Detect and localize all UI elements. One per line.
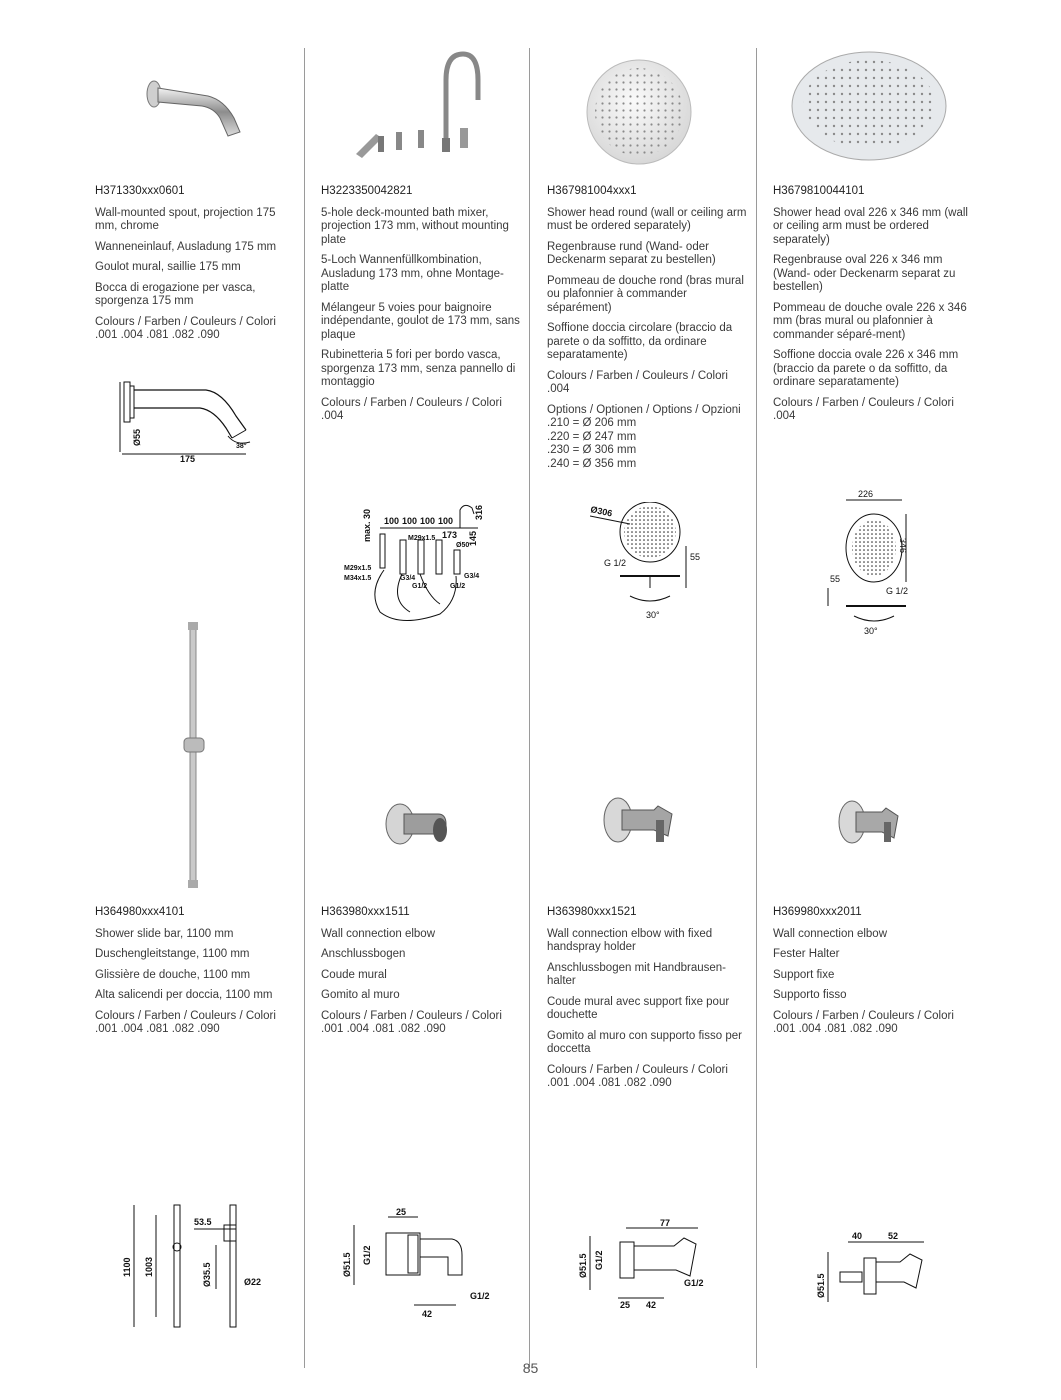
dim-thread-g12: G1/2: [470, 1291, 490, 1301]
dim-width-25: 25: [396, 1207, 407, 1217]
round-shower-head-photo: [585, 58, 693, 166]
spout-technical-drawing: [118, 372, 273, 464]
product-text-line: Colours / Farben / Couleurs / Colori .001 .004 .081 .082 .090: [321, 1009, 502, 1035]
product-code: H371330xxx0601: [95, 185, 185, 197]
product-description: [95, 906, 295, 1044]
product-text-line: Wall connection elbow: [321, 927, 435, 940]
dim-diameter-35-5: Ø35.5: [202, 1262, 212, 1287]
product-text-line: Gomito al muro: [321, 989, 400, 1001]
dim-diameter-51-5: Ø51.5: [342, 1252, 352, 1277]
fixed-holder-technical-drawing: [812, 1222, 942, 1322]
product-description: [321, 906, 521, 1044]
product-text-line: Soffione doccia circolare (braccio da parete o da soffitto, da ordinare separatamente): [547, 322, 733, 361]
dim-m34: M34x1.5: [344, 575, 372, 582]
elbow-holder-technical-drawing: [574, 1212, 724, 1332]
dim-spacing-100: 100: [384, 516, 400, 526]
product-text-line: Anschlussbogen: [321, 948, 406, 960]
product-text-line: Rubinetteria 5 fori per bordo vasca, sporgenza 173 mm, senza pannello di montaggio: [321, 349, 516, 388]
dim-width-40: 40: [852, 1231, 863, 1241]
product-text-line: Gomito al muro con supporto fisso per doccetta: [547, 1029, 742, 1055]
product-text-line: Colours / Farben / Couleurs / Colori .001 .004 .081 .082 .090: [95, 1009, 276, 1035]
product-description: [547, 906, 747, 1098]
dim-angle-38: 38°: [236, 443, 247, 450]
dim-diameter-51-5: Ø51.5: [578, 1253, 588, 1278]
product-text-line: 5-Loch Wannenfüllkombination, Ausladung 173 mm, ohne Montage-platte: [321, 254, 504, 293]
dim-diameter-55: Ø55: [132, 428, 142, 446]
product-text-line: Supporto fisso: [773, 989, 847, 1001]
dim-height-316: 316: [474, 504, 484, 520]
round-head-technical-drawing: [590, 502, 715, 622]
product-text-line: Wall-mounted spout, projection 175 mm, chrome: [95, 206, 276, 232]
dim-max-30: max. 30: [362, 508, 372, 542]
product-text-line: Wall connection elbow: [773, 927, 887, 940]
product-code: H3679810044101: [773, 185, 865, 197]
dim-spacing-100: 100: [402, 516, 418, 526]
dim-thread-g12: G1/2: [594, 1250, 604, 1270]
dim-g34: G3/4: [400, 575, 416, 582]
product-text-line: Shower slide bar, 1100 mm: [95, 927, 234, 940]
product-text-line: Colours / Farben / Couleurs / Colori .004: [547, 369, 728, 395]
product-text-line: Colours / Farben / Couleurs / Colori .004: [321, 396, 502, 422]
product-text-line: Glissière de douche, 1100 mm: [95, 968, 251, 981]
product-code: H3223350042821: [321, 185, 413, 197]
wall-elbow-photo: [382, 800, 452, 850]
dim-width-25: 25: [620, 1300, 631, 1310]
product-description: [773, 906, 973, 1044]
dim-height-55: 55: [830, 574, 841, 584]
product-text-line: 5-hole deck-mounted bath mixer, projection 173 mm, without mounting plate: [321, 206, 509, 246]
dim-height-145: 145: [468, 530, 478, 546]
product-text-line: Anschlussbogen mit Handbrausen-halter: [547, 961, 726, 987]
product-description: [547, 185, 747, 478]
dim-depth-53-5: 53.5: [194, 1217, 212, 1227]
product-code: H369980xxx2011: [773, 906, 862, 918]
dim-diameter-306: Ø306: [590, 504, 614, 519]
product-text-line: Colours / Farben / Couleurs / Colori .001 .004 .081 .082 .090: [95, 315, 276, 341]
dim-g12: G1/2: [412, 583, 428, 590]
page-number: 85: [522, 1360, 539, 1376]
fixed-holder-photo: [834, 798, 904, 850]
product-text-line: Shower head round (wall or ceiling arm must be ordered separately): [547, 206, 747, 232]
product-text-line: Duschengleitstange, 1100 mm: [95, 948, 250, 960]
dim-width-226: 226: [858, 489, 874, 499]
product-text-line: Colours / Farben / Couleurs / Colori .004: [773, 396, 954, 422]
dim-diameter-22: Ø22: [244, 1277, 262, 1287]
dim-diameter-50: Ø50: [456, 542, 470, 549]
dim-projection-173: 173: [442, 530, 458, 540]
product-text-line: Regenbrause oval 226 x 346 mm (Wand- oder Deckenarm separat zu bestellen): [773, 254, 956, 293]
dim-g12: G1/2: [450, 583, 466, 590]
product-text-line: Wall connection elbow with fixed handspray holder: [547, 927, 713, 953]
product-text-line: Shower head oval 226 x 346 mm (wall or ceiling arm must be ordered separately): [773, 206, 968, 246]
product-text-line: Fester Halter: [773, 948, 840, 960]
product-text-line: Pommeau de douche rond (bras mural ou plafonnier à commander séparément): [547, 274, 744, 314]
dim-thread-g12: G 1/2: [604, 558, 627, 568]
oval-shower-head-photo: [790, 50, 948, 162]
dim-width-77: 77: [660, 1218, 671, 1228]
dim-diameter-51-5: Ø51.5: [816, 1273, 826, 1298]
column-divider: [304, 48, 305, 1368]
product-text-line: Support fixe: [773, 968, 835, 981]
dim-length-42: 42: [422, 1309, 433, 1319]
dim-m29: M29x1.5: [344, 565, 372, 572]
dim-thread-g12: G 1/2: [886, 586, 909, 596]
slide-bar-technical-drawing: [118, 1195, 268, 1335]
dim-m29: M29x1.5: [408, 535, 436, 542]
dim-length-1100: 1100: [122, 1257, 132, 1277]
product-code: H363980xxx1511: [321, 906, 410, 918]
product-code: H364980xxx4101: [95, 906, 185, 918]
product-text-line: Alta salicendi per doccia, 1100 mm: [95, 989, 273, 1001]
column-divider: [756, 48, 757, 1368]
product-text-line: Coude mural avec support fixe pour douchette: [547, 995, 730, 1021]
dim-length-175: 175: [180, 454, 196, 464]
dim-width-42: 42: [646, 1300, 657, 1310]
dim-angle-30: 30°: [646, 610, 660, 620]
product-description: [321, 185, 521, 431]
dim-spacing-100: 100: [438, 516, 454, 526]
product-text-line: Bocca di erogazione per vasca, sporgenza 175 mm: [95, 281, 256, 307]
product-code: H367981004xxx1: [547, 185, 637, 197]
product-text-line: Options / Optionen / Options / Opzioni .210 = Ø 206 mm .220 = Ø 247 mm .230 = Ø 306 mm .240 = Ø 356 mm: [547, 403, 741, 470]
elbow-technical-drawing: [338, 1205, 498, 1325]
dim-width-52: 52: [888, 1231, 899, 1241]
product-description: [95, 185, 295, 350]
product-text-line: Colours / Farben / Couleurs / Colori .001 .004 .081 .082 .090: [773, 1009, 954, 1035]
product-text-line: Mélangeur 5 voies pour baignoire indépendante, goulot de 173 mm, sans plaque: [321, 301, 520, 341]
product-text-line: Coude mural: [321, 968, 387, 981]
dim-thread-g12: G1/2: [684, 1278, 704, 1288]
dim-g34: G3/4: [464, 573, 480, 580]
dim-height-346: 346: [898, 538, 908, 554]
column-divider: [529, 48, 530, 1368]
dim-height-55: 55: [690, 552, 701, 562]
product-description: [773, 185, 973, 431]
dim-length-1003: 1003: [144, 1256, 154, 1277]
product-text-line: Pommeau de douche ovale 226 x 346 mm (bras mural ou plafonnier à commander séparé-ment): [773, 301, 967, 341]
slide-bar-photo: [178, 622, 210, 890]
product-text-line: Regenbrause rund (Wand- oder Deckenarm separat zu bestellen): [547, 240, 716, 266]
product-text-line: Wanneneinlauf, Ausladung 175 mm: [95, 240, 277, 253]
spout-photo: [140, 70, 250, 150]
product-text-line: Soffione doccia ovale 226 x 346 mm (braccio da parete o da soffitto, da ordinare separatamente): [773, 349, 959, 388]
product-code: H363980xxx1521: [547, 906, 637, 918]
dim-angle-30: 30°: [864, 626, 878, 636]
elbow-holder-photo: [600, 794, 676, 850]
dim-thread-g12: G1/2: [362, 1245, 372, 1265]
dim-spacing-100: 100: [420, 516, 436, 526]
mixer-technical-drawing: [340, 500, 490, 635]
product-text-line: Colours / Farben / Couleurs / Colori .001 .004 .081 .082 .090: [547, 1063, 728, 1089]
oval-head-technical-drawing: [822, 488, 922, 638]
product-text-line: Goulot mural, saillie 175 mm: [95, 261, 241, 273]
bath-mixer-photo: [348, 50, 488, 162]
